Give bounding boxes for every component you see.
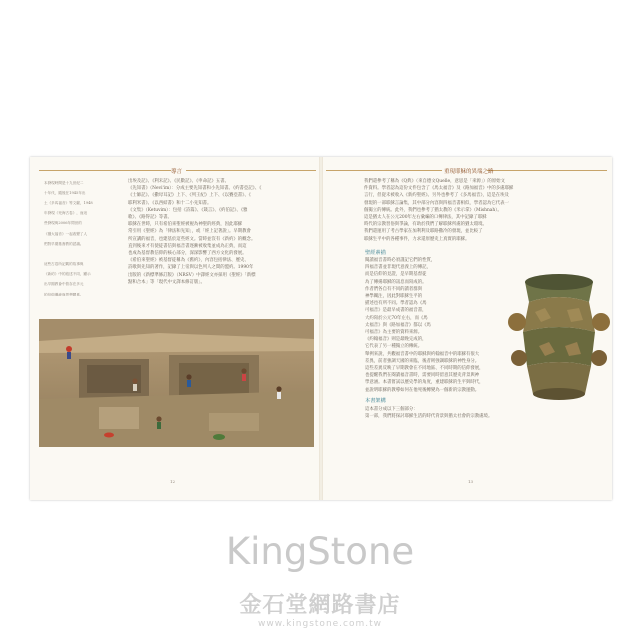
text-line: 神學關注，因此對耶穌生平的 <box>365 294 423 300</box>
header-rule-left <box>39 170 171 171</box>
text-line: 十年代，隨後在1945年出 <box>44 190 86 195</box>
text-line: 發現的一部耶穌言論集，其中部分內容與四福音書相似，學者認為它代表一 <box>364 200 509 206</box>
text-line: 為了傳揚耶穌的訊息而寫成的。 <box>365 279 427 285</box>
left-page <box>30 157 320 500</box>
text-line: 第一部，我們將探討耶穌生活的時代背景與猶太社會的宗教處境。 <box>365 414 493 420</box>
excavation-photo <box>39 319 314 447</box>
text-line: 也成為基督教信仰的核心部分，深深影響了西方文化的發展。 <box>128 251 247 257</box>
text-line: 大約寫於公元70年左右，而《馬 <box>365 315 428 321</box>
text-line: 時代的宗教習俗與爭論，有助於我們了解耶穌所處的猶太環境。 <box>364 222 487 228</box>
text-line: 個獨立的傳統。此外，我們也參考了猶太教的《米示拿》（Mishnah）。 <box>364 207 502 213</box>
running-head: 導言 <box>171 169 183 175</box>
intro-text <box>364 178 608 248</box>
text-line: 可福音》為主要的資料來源。 <box>365 330 423 336</box>
text-line: 它代表了另一種獨立的傳統。 <box>365 344 423 350</box>
text-line: 這本書分成以下三個部分： <box>365 407 418 412</box>
vessel-illustration <box>505 262 612 410</box>
text-line: 詩歌與先知的著作，記錄了上帝與以色列人之間的盟約。1990年 <box>128 265 254 271</box>
text-line: 這些古卷所記載的故事與 <box>44 262 84 267</box>
text-line: 四福音書並非現代意義上的傳記， <box>365 265 431 271</box>
text-line: 而是信仰的見證，是早期基督徒 <box>365 272 427 278</box>
text-line: 《士師記》、《撒母耳記》上下、《列王紀》上下、《以賽亞書》、《 <box>128 193 251 199</box>
text-line: 描述也有所不同。學者認為《馬 <box>365 301 427 307</box>
text-line: 並說明耶穌的教導如何在他死後轉變為一個新的宗教運動。 <box>365 387 480 393</box>
text-line: 也提醒我們在閱讀福音書時，需要同時留意其歷史背景與神 <box>365 373 480 379</box>
text-line: 閱讀福音書時必須謹記它們的性質， <box>365 258 436 263</box>
text-line: 出埃及記》、《利未記》、《民數記》、《申命記》五書。 <box>128 179 229 184</box>
section-heading: 本書架構 <box>365 398 386 404</box>
page-number: 13 <box>468 479 474 484</box>
watermark-cn: 金石堂網路書店 <box>239 593 401 618</box>
text-line: 可福音》是最早成書的福音書， <box>365 308 427 314</box>
text-line: 的信仰傳統與思想體系。 <box>44 292 84 296</box>
text-line: 耶利米書》、《以西結書》和十二小先知書。 <box>128 200 212 206</box>
text-line: 《猶大福音》一起改變了人 <box>44 231 88 236</box>
header-rule-right <box>487 170 607 171</box>
running-head: 重現耶穌的異端之路 <box>444 169 494 175</box>
text-line: 《新約》中的敘述不同，顯示 <box>44 272 91 277</box>
text-line: 所宣講的福音，也建基於這些經文。當時並沒有《新約》的概念。 <box>128 236 256 242</box>
text-line: 《文集》（Ketuvim）：包括《詩篇》、《箴言》、《約伯記》、《雅 <box>128 207 248 213</box>
header-rule-right <box>186 170 316 171</box>
text-line: 作者們各自有不同的讀者群與 <box>365 286 423 292</box>
text-line: 我們還運用了考古學家在加利利及耶路撒冷的發現，並比較了 <box>364 229 483 235</box>
text-line <box>44 251 112 258</box>
text-line: 出版的《新標準修訂版》（NRSV）中譯經文亦採用《聖經》「新標 <box>128 272 256 278</box>
text-line: 《先知書》（Nevi'im）：分成主要先知書和小先知書。《約書亞記》、《 <box>128 186 262 192</box>
text-line: 耶穌生平中的各種事件，力求還原歷史上真實的耶穌。 <box>364 236 470 242</box>
text-line: 《希伯來聖經》被基督徒稱為《舊約》，內容包括律法、歷史、 <box>128 258 249 264</box>
text-line: 點和合本」等「現代中文譯本修訂版」。 <box>128 279 205 285</box>
text-line: 舉例來說，共觀福音書中的耶穌與約翰福音中的耶穌有很大 <box>365 351 480 357</box>
text-line: 言行，但從未被收入《新約聖經》。另外也參考了《多馬福音》，這是在埃及 <box>364 193 509 199</box>
text-line: 直到後來才有使徒書信與福音書逐漸被收集並成為正典，而這 <box>128 243 247 249</box>
text-line: 太福音》與《路加福音》都以《馬 <box>365 322 431 328</box>
watermark-logo: KingStone <box>225 530 415 573</box>
text-line: 《約翰福音》則是最晚完成的， <box>365 337 427 343</box>
bronze-vessel-photo <box>505 262 612 410</box>
text-line: 歌》、《路得記》等書。 <box>128 215 172 221</box>
text-line: 學意涵。本書嘗試以歷史學的角度，重建耶穌的生平與時代， <box>365 380 484 386</box>
text-line: 土《多馬福音》等文獻，1948 <box>44 200 93 205</box>
text-line: 差異，前者強調天國的來臨，後者則強調耶穌的神性身分。 <box>365 358 480 364</box>
text-line: 出早期教會中曾存在多元 <box>44 282 84 287</box>
text-line: 耶穌在世時，只有希伯來聖經被視為神聖的經典，因此耶穌 <box>128 222 243 228</box>
watermark-url: www.kingstone.com.tw <box>257 619 383 629</box>
body-text <box>128 178 316 314</box>
right-page <box>322 157 612 500</box>
side-note <box>44 176 112 296</box>
section-heading: 聖經素描 <box>365 250 386 256</box>
text-line: 常引用《聖經》為「律法和先知」，或「經上記著說」。早期教會 <box>128 229 251 235</box>
text-line: 這些差異反映了早期教會在不同地區、不同時期的信仰發展， <box>365 366 484 372</box>
text-line: 年發現《死海古卷》，而這 <box>44 211 88 216</box>
text-line: 我們還參考了稱為《Q典》（來自德文Quelle，意思是「來源」）的原始文 <box>364 179 505 184</box>
text-line: 件資料。學者認為這份文件包含了《馬太福音》及《路加福音》中的多處耶穌 <box>364 186 514 192</box>
text-line: 些發現與2006年問世的 <box>44 221 82 226</box>
photo-illustration <box>39 319 314 447</box>
book-spread <box>30 157 612 500</box>
page-number: 12 <box>170 479 176 484</box>
section-text <box>365 406 609 426</box>
text-line: 這是猶太人在公元200年左右彙編的口傳律法，其中記錄了耶穌 <box>364 215 487 221</box>
header-rule-left <box>326 170 442 171</box>
text-line: 們對早期基督教的認識。 <box>44 241 84 246</box>
text-line: 本發現時間是十九世紀二 <box>44 180 84 185</box>
